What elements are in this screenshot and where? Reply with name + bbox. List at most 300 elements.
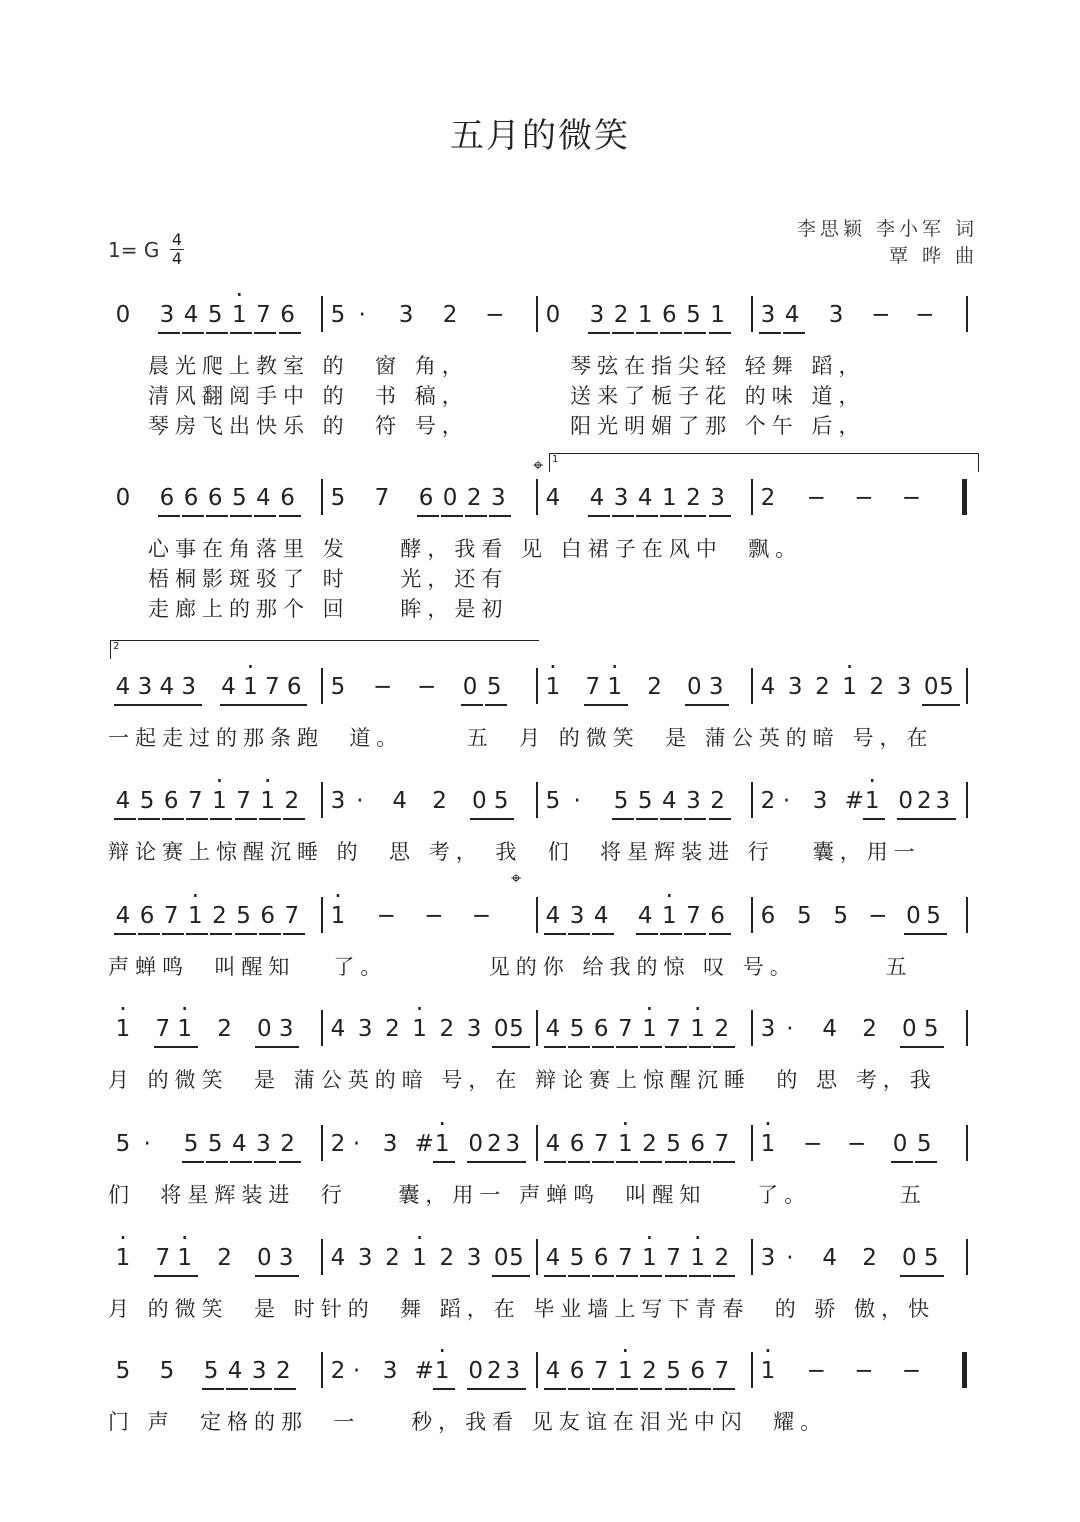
note: 5 [923, 1245, 939, 1271]
note: · 1 [606, 672, 624, 702]
note: 3 [760, 1245, 776, 1271]
note: 6 [159, 485, 175, 511]
lyric-line: 们 将星辉装进 行 囊，用一 声蝉鸣 叫醒知 了。 五 [108, 1183, 927, 1207]
barline [321, 479, 323, 515]
note: 5 [569, 1016, 585, 1042]
note: 3 [357, 1245, 373, 1271]
notation-line [108, 483, 980, 523]
note: · 1 [544, 672, 562, 702]
note: 5 [139, 788, 155, 814]
note: − [806, 1358, 826, 1384]
note: · 1 [863, 786, 881, 816]
lyric-line: 月 的微笑 是 蒲公英的暗 号，在 辩论赛上惊醒沉睡 的 思 考，我 [108, 1068, 937, 1092]
note: 0 [115, 485, 131, 511]
note: 5 [569, 1245, 585, 1271]
note: 5 [923, 1016, 939, 1042]
barline [321, 1125, 323, 1161]
note: 3 [398, 302, 414, 328]
note: − [376, 903, 396, 929]
composer-credit: 覃 晔 曲 [888, 245, 978, 267]
barline [321, 668, 323, 704]
note: 3 [382, 1131, 398, 1157]
notation-line [108, 672, 980, 712]
note: 5 [797, 903, 812, 929]
barline [751, 1352, 753, 1388]
note: · 1 [759, 1356, 777, 1386]
barline [536, 1239, 538, 1275]
note: 7 [188, 788, 203, 814]
note: 0 [493, 1016, 509, 1042]
note: 2 [760, 788, 776, 814]
note: 2 [714, 1245, 730, 1271]
note: 4 [221, 674, 236, 700]
note: 7 [666, 1016, 681, 1042]
note: 7 [585, 674, 601, 700]
barline [536, 1125, 538, 1161]
barline [536, 1010, 538, 1046]
note: 0 [257, 1016, 272, 1042]
lyric-line: 清风翻阅手中 的 书 稿， 送来了栀子花 的味 道， [148, 384, 866, 408]
note: 2 [439, 1016, 455, 1042]
note: 7 [714, 1131, 730, 1157]
note: 4 [784, 302, 800, 328]
note: 6 [569, 1131, 585, 1157]
note: 5 [330, 674, 346, 700]
note: 0 [493, 1245, 509, 1271]
barline [751, 782, 753, 818]
note: · [356, 788, 364, 814]
note: · 1 [210, 786, 228, 816]
note: 3 [569, 903, 585, 929]
note: · 1 [759, 1129, 777, 1159]
note: 5 [232, 485, 247, 511]
lyric-line: 月 的微笑 是 时针的 舞 蹈，在 毕业墙上写下青春 的 骄 傲，快 [108, 1297, 936, 1321]
note: 2 [385, 1016, 400, 1042]
note: 7 [155, 1016, 171, 1042]
note: − [901, 1358, 922, 1384]
note: · 1 [841, 672, 859, 702]
note: 0 [898, 788, 913, 814]
lyric-line: 琴房飞出快乐 的 符 号， 阳光明媚了那 个午 后， [148, 414, 866, 438]
note: 4 [760, 674, 776, 700]
note: 5 [509, 1016, 524, 1042]
note: 7 [714, 1358, 730, 1384]
note: 0 [923, 674, 939, 700]
note: 2 [869, 674, 885, 700]
key-signature: 1= G [108, 238, 160, 262]
note: 2 [714, 1016, 730, 1042]
note: 3 [330, 788, 346, 814]
note: 3 [505, 1358, 521, 1384]
barline [966, 1239, 968, 1275]
note: 1 [637, 302, 653, 328]
note: 6 [280, 485, 295, 511]
note: 6 [662, 302, 677, 328]
note: 2 [642, 1131, 657, 1157]
lyric-line: 一起走过的那条跑 道。 五 月 的微笑 是 蒲公英的暗 号，在 [108, 726, 934, 750]
final-barline [962, 479, 967, 515]
note: 3 [828, 302, 844, 328]
note: · [786, 1016, 794, 1042]
note: 7 [236, 788, 251, 814]
note: # [414, 1131, 434, 1157]
note: 2 [442, 302, 458, 328]
note: 6 [183, 485, 199, 511]
note: 2 [439, 1245, 455, 1271]
note: · [573, 788, 581, 814]
note: − [424, 903, 444, 929]
notation-line [108, 1243, 980, 1283]
note: 7 [163, 903, 179, 929]
note: 5 [637, 788, 653, 814]
note: 6 [260, 903, 275, 929]
note: 3 [760, 1016, 776, 1042]
note: 3 [708, 674, 724, 700]
note: 4 [159, 674, 175, 700]
note: 3 [589, 302, 605, 328]
note: · 1 [660, 901, 678, 931]
coda-sign-icon: ⌖ [533, 455, 544, 476]
note: · 1 [411, 1243, 429, 1273]
note: · [358, 302, 366, 328]
note: 3 [613, 485, 629, 511]
barline [751, 897, 753, 933]
note: 0 [892, 1131, 908, 1157]
note: − [471, 903, 492, 929]
note: 5 [613, 788, 629, 814]
note: · [352, 1131, 361, 1157]
barline [966, 782, 968, 818]
note: 6 [690, 1131, 705, 1157]
note: 3 [760, 302, 776, 328]
note: 4 [662, 788, 677, 814]
note: 6 [760, 903, 776, 929]
barline [321, 1352, 323, 1388]
note: · 1 [640, 1243, 658, 1273]
note: · 1 [241, 672, 259, 702]
notation-line [108, 300, 980, 340]
note: 5 [207, 1131, 223, 1157]
note: · 1 [689, 1243, 707, 1273]
barline [321, 897, 323, 933]
note: 4 [822, 1245, 838, 1271]
lyric-line: 声蝉鸣 叫醒知 了。 见的你 给我的惊 叹 号。 五 [108, 955, 913, 979]
note: 4 [822, 1016, 838, 1042]
note: 2 [486, 1358, 502, 1384]
note: 5 [115, 1131, 131, 1157]
note: 7 [666, 1245, 681, 1271]
barline [536, 668, 538, 704]
note: 3 [466, 1016, 482, 1042]
note: 4 [545, 1245, 561, 1271]
note: 2 [212, 903, 227, 929]
note: # [414, 1358, 434, 1384]
barline [321, 782, 323, 818]
note: 2 [217, 1245, 232, 1271]
note: 0 [468, 1131, 483, 1157]
barline [751, 479, 753, 515]
time-signature [170, 232, 184, 267]
note: 4 [545, 1131, 561, 1157]
note: 4 [227, 1358, 243, 1384]
note: 2 [284, 788, 300, 814]
note: 3 [491, 485, 506, 511]
note: 3 [251, 1358, 267, 1384]
note: 2 [686, 485, 701, 511]
note: 6 [207, 485, 223, 511]
barline [751, 1239, 753, 1275]
note: 3 [896, 674, 912, 700]
note: 2 [862, 1245, 877, 1271]
note: 0 [902, 1245, 917, 1271]
note: · 1 [411, 1014, 429, 1044]
note: 5 [916, 1131, 932, 1157]
notation-line [108, 1014, 980, 1054]
note: 2 [330, 1131, 346, 1157]
note: 7 [686, 903, 701, 929]
note: · 1 [114, 1014, 132, 1044]
note: 3 [812, 788, 828, 814]
note: 3 [278, 1245, 294, 1271]
notation-line [108, 1356, 980, 1396]
note: 3 [159, 302, 175, 328]
note: 2 [760, 485, 776, 511]
coda-sign-icon: ⌖ [511, 868, 522, 889]
note: 1 [710, 302, 725, 328]
note: 4 [545, 485, 561, 511]
barline [536, 897, 538, 933]
note: 2 [280, 1131, 295, 1157]
note: 4 [637, 903, 653, 929]
note: 5 [509, 1245, 524, 1271]
note: 0 [468, 1358, 483, 1384]
note: · 1 [176, 1014, 194, 1044]
notation-line [108, 901, 980, 941]
notation-line [108, 1129, 980, 1169]
note: 5 [236, 903, 251, 929]
note: − [854, 485, 874, 511]
note: 5 [330, 302, 346, 328]
note: 3 [382, 1358, 398, 1384]
note: 4 [589, 485, 605, 511]
note: 4 [593, 903, 609, 929]
note: − [901, 485, 922, 511]
barline [536, 479, 538, 515]
note: 2 [217, 1016, 232, 1042]
barline [966, 1125, 968, 1161]
note: · 1 [616, 1129, 634, 1159]
note: 4 [330, 1245, 346, 1271]
note: 7 [155, 1245, 171, 1271]
note: · [352, 1358, 361, 1384]
note: · 1 [433, 1129, 451, 1159]
note: 5 [939, 674, 954, 700]
note: 6 [690, 1358, 705, 1384]
note: 0 [115, 302, 131, 328]
lyric-line: 门 声 定格的那 一 秒，我看 见友谊在泪光中闪 耀。 [108, 1410, 828, 1434]
note: 2 [466, 485, 482, 511]
note: − [854, 1358, 874, 1384]
note: · [786, 1245, 794, 1271]
barline [966, 296, 968, 332]
time-numerator: 4 [171, 230, 183, 249]
note: − [847, 1131, 867, 1157]
note: # [844, 788, 864, 814]
note: 7 [256, 302, 271, 328]
notation-line [108, 786, 980, 826]
barline [966, 1010, 968, 1046]
note: 5 [686, 302, 701, 328]
note: 5 [486, 674, 502, 700]
note: 5 [115, 1358, 131, 1384]
note: 5 [493, 788, 509, 814]
note: 3 [686, 788, 701, 814]
note: · 1 [689, 1014, 707, 1044]
time-denominator: 4 [171, 249, 183, 268]
note: − [806, 485, 826, 511]
note: 5 [666, 1358, 681, 1384]
note: 2 [385, 1245, 400, 1271]
note: · 1 [616, 1356, 634, 1386]
note: 6 [163, 788, 179, 814]
note: 5 [159, 1358, 175, 1384]
note: 3 [710, 485, 725, 511]
note: 4 [545, 903, 561, 929]
note: · 1 [259, 786, 277, 816]
lyricist-credit: 李思颖 李小军 词 [796, 218, 978, 240]
note: 7 [618, 1016, 633, 1042]
note: · [782, 788, 791, 814]
note: 3 [357, 1016, 373, 1042]
note: 2 [916, 788, 932, 814]
volta-first-ending: 1 [549, 453, 979, 472]
note: 3 [256, 1131, 271, 1157]
note: 0 [462, 674, 478, 700]
note: 2 [642, 1358, 657, 1384]
barline [966, 668, 968, 704]
note: 2 [276, 1358, 291, 1384]
note: 3 [137, 674, 153, 700]
lyric-line: 走廊上的那个 回 眸，是初 [148, 597, 509, 621]
note: 2 [330, 1358, 346, 1384]
note: − [417, 674, 437, 700]
barline [536, 1352, 538, 1388]
note: 0 [257, 1245, 272, 1271]
note: 0 [472, 788, 487, 814]
note: 3 [935, 788, 951, 814]
note: · 1 [433, 1356, 451, 1386]
note: 4 [545, 1016, 561, 1042]
note: 4 [330, 1016, 346, 1042]
note: 4 [183, 302, 199, 328]
note: 0 [902, 1016, 917, 1042]
note: 3 [787, 674, 803, 700]
note: · 1 [640, 1014, 658, 1044]
barline [321, 1239, 323, 1275]
note: 7 [593, 1358, 609, 1384]
note: 2 [815, 674, 830, 700]
note: 5 [666, 1131, 681, 1157]
barline [751, 1010, 753, 1046]
lyric-line: 晨光爬上教室 的 窗 角， 琴弦在指尖轻 轻舞 蹈， [148, 354, 866, 378]
note: 5 [207, 302, 223, 328]
note: 7 [374, 485, 390, 511]
note: 0 [906, 903, 921, 929]
note: − [803, 1131, 823, 1157]
volta-second-ending: 2 [110, 640, 539, 659]
note: 4 [392, 788, 408, 814]
note: 3 [505, 1131, 521, 1157]
barline [751, 296, 753, 332]
note: − [485, 302, 505, 328]
note: 4 [637, 485, 653, 511]
note: · 1 [176, 1243, 194, 1273]
note: 6 [286, 674, 302, 700]
song-title: 五月的微笑 [450, 116, 630, 156]
note: 6 [139, 903, 155, 929]
note: 6 [593, 1016, 609, 1042]
barline [536, 296, 538, 332]
note: 4 [256, 485, 271, 511]
note: · 1 [329, 901, 347, 931]
note: 1 [662, 485, 677, 511]
note: 5 [203, 1358, 219, 1384]
note: 0 [545, 302, 561, 328]
barline [321, 1010, 323, 1046]
note: 7 [618, 1245, 633, 1271]
note: 0 [442, 485, 458, 511]
note: 7 [284, 903, 300, 929]
note: 2 [710, 788, 725, 814]
note: 7 [264, 674, 280, 700]
note: · 1 [114, 1243, 132, 1273]
note: · 1 [186, 901, 204, 931]
note: · [143, 1131, 151, 1157]
note: 4 [115, 788, 131, 814]
note: 4 [115, 674, 131, 700]
lyric-line: 心事在角落里 发 酵，我看 见 白裙子在风中 飘。 [148, 537, 803, 561]
note: 4 [545, 1358, 561, 1384]
barline [966, 897, 968, 933]
barline [321, 296, 323, 332]
note: 6 [593, 1245, 609, 1271]
barline [536, 782, 538, 818]
note: 4 [115, 903, 131, 929]
barline [751, 668, 753, 704]
note: 7 [593, 1131, 609, 1157]
note: 2 [432, 788, 447, 814]
note: 4 [232, 1131, 247, 1157]
note: 3 [278, 1016, 294, 1042]
note: − [915, 302, 935, 328]
note: · 1 [230, 300, 248, 330]
note: 6 [280, 302, 295, 328]
note: − [871, 302, 891, 328]
note: 5 [183, 1131, 199, 1157]
note: 3 [466, 1245, 482, 1271]
note: 5 [545, 788, 561, 814]
note: 5 [926, 903, 941, 929]
note: − [373, 674, 393, 700]
note: 2 [862, 1016, 877, 1042]
note: 6 [418, 485, 434, 511]
barline [751, 1125, 753, 1161]
note: 2 [613, 302, 629, 328]
final-barline [962, 1352, 967, 1388]
note: 3 [181, 674, 196, 700]
lyric-line: 梧桐影斑驳了 时 光，还有 [148, 567, 509, 591]
note: 6 [569, 1358, 585, 1384]
